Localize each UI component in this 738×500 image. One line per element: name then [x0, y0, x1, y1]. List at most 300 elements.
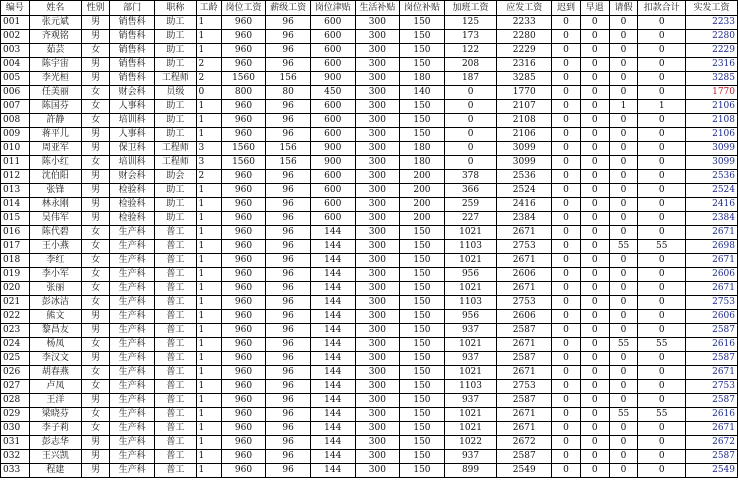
table-cell[interactable]: 0	[580, 324, 609, 338]
table-cell[interactable]: 2671	[497, 408, 552, 422]
table-cell[interactable]: 女	[82, 240, 110, 254]
table-cell[interactable]: 助会	[155, 170, 196, 184]
table-cell[interactable]: 0	[552, 282, 581, 296]
table-cell[interactable]: 144	[310, 366, 355, 380]
table-cell[interactable]: 0	[638, 128, 686, 142]
table-cell[interactable]: 0	[580, 436, 609, 450]
table-cell[interactable]: 029	[1, 408, 30, 422]
table-cell[interactable]: 0	[638, 142, 686, 156]
table-cell[interactable]: 2536	[685, 170, 737, 184]
table-cell[interactable]: 0	[580, 254, 609, 268]
table-cell[interactable]: 300	[355, 310, 400, 324]
table-cell[interactable]: 033	[1, 464, 30, 478]
table-cell[interactable]: 工程师	[155, 142, 196, 156]
table-cell[interactable]: 0	[638, 156, 686, 170]
table-cell[interactable]: 助工	[155, 16, 196, 30]
table-cell[interactable]: 300	[355, 212, 400, 226]
table-cell[interactable]: 女	[82, 156, 110, 170]
table-cell[interactable]: 2384	[497, 212, 552, 226]
table-cell[interactable]: 122	[444, 44, 497, 58]
table-cell[interactable]: 0	[552, 324, 581, 338]
table-cell[interactable]: 600	[310, 44, 355, 58]
table-cell[interactable]: 2606	[685, 268, 737, 282]
table-cell[interactable]: 180	[400, 142, 445, 156]
table-cell[interactable]: 144	[310, 450, 355, 464]
table-cell[interactable]: 600	[310, 100, 355, 114]
table-cell[interactable]: 015	[1, 212, 30, 226]
table-cell[interactable]: 150	[400, 366, 445, 380]
table-cell[interactable]: 0	[552, 422, 581, 436]
table-cell[interactable]: 150	[400, 58, 445, 72]
table-cell[interactable]: 300	[355, 198, 400, 212]
table-cell[interactable]: 助工	[155, 212, 196, 226]
table-cell[interactable]: 0	[552, 198, 581, 212]
table-cell[interactable]: 1	[196, 436, 221, 450]
table-cell[interactable]: 1	[196, 450, 221, 464]
table-cell[interactable]: 018	[1, 254, 30, 268]
table-cell[interactable]: 0	[609, 184, 638, 198]
table-cell[interactable]: 0	[580, 58, 609, 72]
table-cell[interactable]: 男	[82, 324, 110, 338]
table-cell[interactable]: 2316	[497, 58, 552, 72]
table-cell[interactable]: 1103	[444, 380, 497, 394]
table-cell[interactable]: 财会科	[110, 170, 155, 184]
table-cell[interactable]: 0	[580, 100, 609, 114]
table-cell[interactable]: 普工	[155, 310, 196, 324]
table-cell[interactable]: 2672	[497, 436, 552, 450]
table-cell[interactable]: 助工	[155, 44, 196, 58]
table-cell[interactable]: 010	[1, 142, 30, 156]
table-cell[interactable]: 300	[355, 142, 400, 156]
table-cell[interactable]: 2587	[685, 324, 737, 338]
table-cell[interactable]: 0	[552, 408, 581, 422]
table-cell[interactable]: 0	[552, 156, 581, 170]
table-cell[interactable]: 1	[196, 464, 221, 478]
table-cell[interactable]: 男	[82, 198, 110, 212]
table-cell[interactable]: 300	[355, 16, 400, 30]
table-cell[interactable]: 0	[552, 114, 581, 128]
table-cell[interactable]: 1103	[444, 296, 497, 310]
table-cell[interactable]: 2549	[685, 464, 737, 478]
table-cell[interactable]: 032	[1, 450, 30, 464]
table-cell[interactable]: 2106	[497, 128, 552, 142]
table-cell[interactable]: 150	[400, 464, 445, 478]
table-cell[interactable]: 0	[580, 184, 609, 198]
table-cell[interactable]: 0	[552, 352, 581, 366]
table-cell[interactable]: 180	[400, 72, 445, 86]
table-cell[interactable]: 2753	[497, 240, 552, 254]
table-cell[interactable]: 600	[310, 198, 355, 212]
table-cell[interactable]: 1	[196, 352, 221, 366]
table-cell[interactable]: 1021	[444, 254, 497, 268]
table-cell[interactable]: 2233	[685, 16, 737, 30]
table-cell[interactable]: 96	[266, 128, 311, 142]
table-cell[interactable]: 300	[355, 352, 400, 366]
table-cell[interactable]: 960	[221, 198, 266, 212]
table-cell[interactable]: 生产科	[110, 282, 155, 296]
table-cell[interactable]: 2587	[497, 352, 552, 366]
table-cell[interactable]: 300	[355, 436, 400, 450]
table-cell[interactable]: 女	[82, 44, 110, 58]
table-cell[interactable]: 1	[196, 282, 221, 296]
table-cell[interactable]: 0	[580, 86, 609, 100]
column-header[interactable]: 加班工资	[444, 1, 497, 16]
table-cell[interactable]: 960	[221, 128, 266, 142]
table-cell[interactable]: 960	[221, 212, 266, 226]
table-cell[interactable]: 任美丽	[29, 86, 81, 100]
table-cell[interactable]: 960	[221, 352, 266, 366]
table-cell[interactable]: 150	[400, 380, 445, 394]
table-cell[interactable]: 960	[221, 226, 266, 240]
table-cell[interactable]: 55	[609, 408, 638, 422]
table-cell[interactable]: 2107	[497, 100, 552, 114]
table-cell[interactable]: 0	[552, 366, 581, 380]
table-cell[interactable]: 保卫科	[110, 142, 155, 156]
table-cell[interactable]: 300	[355, 128, 400, 142]
table-cell[interactable]: 960	[221, 268, 266, 282]
table-cell[interactable]: 960	[221, 16, 266, 30]
table-cell[interactable]: 96	[266, 226, 311, 240]
table-cell[interactable]: 李红	[29, 254, 81, 268]
table-cell[interactable]: 女	[82, 296, 110, 310]
table-cell[interactable]: 男	[82, 394, 110, 408]
table-cell[interactable]: 生产科	[110, 366, 155, 380]
table-cell[interactable]: 0	[552, 128, 581, 142]
table-cell[interactable]: 019	[1, 268, 30, 282]
table-cell[interactable]: 0	[638, 324, 686, 338]
table-cell[interactable]: 生产科	[110, 338, 155, 352]
table-cell[interactable]: 0	[552, 338, 581, 352]
table-cell[interactable]: 生产科	[110, 464, 155, 478]
table-cell[interactable]: 生产科	[110, 450, 155, 464]
table-cell[interactable]: 胡春燕	[29, 366, 81, 380]
table-cell[interactable]: 彭志华	[29, 436, 81, 450]
table-cell[interactable]: 茹芸	[29, 44, 81, 58]
table-cell[interactable]: 男	[82, 30, 110, 44]
table-cell[interactable]: 600	[310, 16, 355, 30]
table-cell[interactable]: 0	[444, 156, 497, 170]
table-cell[interactable]: 227	[444, 212, 497, 226]
table-cell[interactable]: 0	[580, 380, 609, 394]
table-cell[interactable]: 150	[400, 310, 445, 324]
table-cell[interactable]: 600	[310, 114, 355, 128]
table-cell[interactable]: 1021	[444, 408, 497, 422]
table-cell[interactable]: 144	[310, 282, 355, 296]
table-cell[interactable]: 150	[400, 408, 445, 422]
table-cell[interactable]: 022	[1, 310, 30, 324]
table-cell[interactable]: 0	[552, 450, 581, 464]
table-cell[interactable]: 2671	[685, 366, 737, 380]
table-cell[interactable]: 1	[196, 380, 221, 394]
table-cell[interactable]: 培训科	[110, 114, 155, 128]
table-cell[interactable]: 2671	[685, 254, 737, 268]
table-cell[interactable]: 普工	[155, 268, 196, 282]
column-header[interactable]: 请假	[609, 1, 638, 16]
table-cell[interactable]: 陈宇宙	[29, 58, 81, 72]
table-cell[interactable]: 144	[310, 338, 355, 352]
table-cell[interactable]: 2549	[497, 464, 552, 478]
table-cell[interactable]: 002	[1, 30, 30, 44]
table-cell[interactable]: 1	[196, 128, 221, 142]
table-cell[interactable]: 0	[580, 408, 609, 422]
table-cell[interactable]: 2108	[497, 114, 552, 128]
table-cell[interactable]: 600	[310, 212, 355, 226]
column-header[interactable]: 薪级工资	[266, 1, 311, 16]
table-cell[interactable]: 300	[355, 282, 400, 296]
table-cell[interactable]: 0	[552, 142, 581, 156]
table-cell[interactable]: 销售科	[110, 58, 155, 72]
table-cell[interactable]: 检验科	[110, 198, 155, 212]
table-cell[interactable]: 017	[1, 240, 30, 254]
table-cell[interactable]: 144	[310, 408, 355, 422]
table-cell[interactable]: 0	[552, 296, 581, 310]
table-cell[interactable]: 助工	[155, 100, 196, 114]
table-cell[interactable]: 女	[82, 408, 110, 422]
table-cell[interactable]: 0	[444, 114, 497, 128]
table-cell[interactable]: 2	[196, 170, 221, 184]
table-cell[interactable]: 96	[266, 324, 311, 338]
column-header[interactable]: 部门	[110, 1, 155, 16]
table-cell[interactable]: 男	[82, 464, 110, 478]
table-cell[interactable]: 0	[552, 394, 581, 408]
table-cell[interactable]: 0	[609, 324, 638, 338]
table-cell[interactable]: 300	[355, 226, 400, 240]
table-cell[interactable]: 0	[609, 72, 638, 86]
table-cell[interactable]: 300	[355, 450, 400, 464]
table-cell[interactable]: 1	[638, 100, 686, 114]
table-cell[interactable]: 300	[355, 254, 400, 268]
table-cell[interactable]: 600	[310, 30, 355, 44]
table-cell[interactable]: 150	[400, 226, 445, 240]
table-cell[interactable]: 0	[609, 30, 638, 44]
table-cell[interactable]: 熊文	[29, 310, 81, 324]
table-cell[interactable]: 男	[82, 72, 110, 86]
table-cell[interactable]: 96	[266, 380, 311, 394]
table-cell[interactable]: 80	[266, 86, 311, 100]
table-cell[interactable]: 男	[82, 212, 110, 226]
table-cell[interactable]: 96	[266, 100, 311, 114]
table-cell[interactable]: 300	[355, 422, 400, 436]
table-cell[interactable]: 0	[580, 156, 609, 170]
table-cell[interactable]: 96	[266, 240, 311, 254]
column-header[interactable]: 职称	[155, 1, 196, 16]
table-cell[interactable]: 937	[444, 450, 497, 464]
table-cell[interactable]: 1	[196, 338, 221, 352]
table-cell[interactable]: 普工	[155, 338, 196, 352]
table-cell[interactable]: 梁晓芬	[29, 408, 81, 422]
table-cell[interactable]: 2108	[685, 114, 737, 128]
table-cell[interactable]: 55	[609, 338, 638, 352]
table-cell[interactable]: 300	[355, 380, 400, 394]
table-cell[interactable]: 144	[310, 380, 355, 394]
table-cell[interactable]: 55	[609, 240, 638, 254]
table-cell[interactable]: 0	[638, 310, 686, 324]
table-cell[interactable]: 李小军	[29, 268, 81, 282]
table-cell[interactable]: 96	[266, 44, 311, 58]
table-cell[interactable]: 2416	[685, 198, 737, 212]
table-cell[interactable]: 2	[196, 58, 221, 72]
table-cell[interactable]: 150	[400, 100, 445, 114]
table-cell[interactable]: 150	[400, 16, 445, 30]
table-cell[interactable]: 150	[400, 394, 445, 408]
table-cell[interactable]: 吴伟军	[29, 212, 81, 226]
table-cell[interactable]: 0	[552, 464, 581, 478]
table-cell[interactable]: 0	[638, 58, 686, 72]
table-cell[interactable]: 0	[580, 142, 609, 156]
table-cell[interactable]: 0	[638, 226, 686, 240]
table-cell[interactable]: 150	[400, 268, 445, 282]
table-cell[interactable]: 96	[266, 114, 311, 128]
table-cell[interactable]: 956	[444, 268, 497, 282]
table-cell[interactable]: 300	[355, 86, 400, 100]
table-cell[interactable]: 96	[266, 170, 311, 184]
table-cell[interactable]: 检验科	[110, 212, 155, 226]
table-cell[interactable]: 0	[552, 310, 581, 324]
table-cell[interactable]: 2280	[685, 30, 737, 44]
table-cell[interactable]: 3099	[685, 142, 737, 156]
table-cell[interactable]: 1103	[444, 240, 497, 254]
table-cell[interactable]: 0	[609, 422, 638, 436]
table-cell[interactable]: 0	[580, 30, 609, 44]
table-cell[interactable]: 0	[638, 44, 686, 58]
table-cell[interactable]: 300	[355, 366, 400, 380]
table-cell[interactable]: 96	[266, 352, 311, 366]
table-cell[interactable]: 96	[266, 282, 311, 296]
table-cell[interactable]: 1	[196, 408, 221, 422]
table-cell[interactable]: 普工	[155, 352, 196, 366]
table-cell[interactable]: 2524	[497, 184, 552, 198]
table-cell[interactable]: 男	[82, 16, 110, 30]
table-cell[interactable]: 0	[609, 114, 638, 128]
table-cell[interactable]: 55	[638, 338, 686, 352]
table-cell[interactable]: 工程师	[155, 72, 196, 86]
table-cell[interactable]: 0	[444, 142, 497, 156]
table-cell[interactable]: 200	[400, 184, 445, 198]
column-header[interactable]: 工龄	[196, 1, 221, 16]
table-cell[interactable]: 0	[609, 198, 638, 212]
table-cell[interactable]: 普工	[155, 380, 196, 394]
table-cell[interactable]: 女	[82, 380, 110, 394]
table-cell[interactable]: 男	[82, 450, 110, 464]
table-cell[interactable]: 普工	[155, 408, 196, 422]
table-cell[interactable]: 生产科	[110, 408, 155, 422]
table-cell[interactable]: 144	[310, 324, 355, 338]
table-cell[interactable]: 张元斌	[29, 16, 81, 30]
table-cell[interactable]: 許静	[29, 114, 81, 128]
table-cell[interactable]: 96	[266, 422, 311, 436]
table-cell[interactable]: 259	[444, 198, 497, 212]
table-cell[interactable]: 600	[310, 184, 355, 198]
table-cell[interactable]: 2671	[685, 282, 737, 296]
table-cell[interactable]: 普工	[155, 450, 196, 464]
table-cell[interactable]: 3	[196, 142, 221, 156]
table-cell[interactable]: 男	[82, 170, 110, 184]
table-cell[interactable]: 程建	[29, 464, 81, 478]
table-cell[interactable]: 150	[400, 254, 445, 268]
table-cell[interactable]: 450	[310, 86, 355, 100]
table-cell[interactable]: 0	[552, 268, 581, 282]
table-cell[interactable]: 0	[609, 464, 638, 478]
table-cell[interactable]: 2587	[685, 352, 737, 366]
table-cell[interactable]: 0	[638, 212, 686, 226]
table-cell[interactable]: 150	[400, 114, 445, 128]
table-cell[interactable]: 1	[196, 44, 221, 58]
table-cell[interactable]: 1	[196, 100, 221, 114]
table-cell[interactable]: 陈小红	[29, 156, 81, 170]
table-cell[interactable]: 96	[266, 16, 311, 30]
table-cell[interactable]: 员级	[155, 86, 196, 100]
table-cell[interactable]: 检验科	[110, 184, 155, 198]
table-cell[interactable]: 144	[310, 310, 355, 324]
table-cell[interactable]: 144	[310, 464, 355, 478]
table-cell[interactable]: 2106	[685, 100, 737, 114]
table-cell[interactable]: 财会科	[110, 86, 155, 100]
table-cell[interactable]: 0	[552, 58, 581, 72]
table-cell[interactable]: 0	[580, 338, 609, 352]
table-cell[interactable]: 2753	[497, 380, 552, 394]
table-cell[interactable]: 3285	[685, 72, 737, 86]
table-cell[interactable]: 助工	[155, 58, 196, 72]
table-cell[interactable]: 女	[82, 100, 110, 114]
table-cell[interactable]: 杨凤	[29, 338, 81, 352]
table-cell[interactable]: 0	[638, 114, 686, 128]
table-cell[interactable]: 300	[355, 296, 400, 310]
table-cell[interactable]: 陈代碧	[29, 226, 81, 240]
table-cell[interactable]: 55	[638, 408, 686, 422]
table-cell[interactable]: 2416	[497, 198, 552, 212]
table-cell[interactable]: 1770	[497, 86, 552, 100]
table-cell[interactable]: 2536	[497, 170, 552, 184]
table-cell[interactable]: 0	[638, 268, 686, 282]
table-cell[interactable]: 2106	[685, 128, 737, 142]
table-cell[interactable]: 销售科	[110, 44, 155, 58]
table-cell[interactable]: 156	[266, 142, 311, 156]
table-cell[interactable]: 156	[266, 72, 311, 86]
table-cell[interactable]: 2616	[685, 338, 737, 352]
table-cell[interactable]: 96	[266, 366, 311, 380]
table-cell[interactable]: 300	[355, 170, 400, 184]
table-cell[interactable]: 0	[552, 44, 581, 58]
column-header[interactable]: 迟到	[552, 1, 581, 16]
table-cell[interactable]: 0	[609, 254, 638, 268]
table-cell[interactable]: 生产科	[110, 240, 155, 254]
table-cell[interactable]: 0	[609, 268, 638, 282]
table-cell[interactable]: 0	[580, 422, 609, 436]
table-cell[interactable]: 生产科	[110, 394, 155, 408]
table-cell[interactable]: 人事科	[110, 100, 155, 114]
table-cell[interactable]: 彭冰洁	[29, 296, 81, 310]
table-cell[interactable]: 016	[1, 226, 30, 240]
table-cell[interactable]: 0	[196, 86, 221, 100]
table-cell[interactable]: 2671	[685, 422, 737, 436]
table-cell[interactable]: 960	[221, 44, 266, 58]
table-cell[interactable]: 0	[609, 58, 638, 72]
table-cell[interactable]: 0	[580, 352, 609, 366]
table-cell[interactable]: 300	[355, 30, 400, 44]
table-cell[interactable]: 2606	[497, 268, 552, 282]
table-cell[interactable]: 蒋平儿	[29, 128, 81, 142]
table-cell[interactable]: 0	[580, 212, 609, 226]
table-cell[interactable]: 0	[609, 366, 638, 380]
table-cell[interactable]: 3099	[497, 156, 552, 170]
table-cell[interactable]: 0	[609, 296, 638, 310]
table-cell[interactable]: 960	[221, 324, 266, 338]
table-cell[interactable]: 208	[444, 58, 497, 72]
table-cell[interactable]: 女	[82, 226, 110, 240]
table-cell[interactable]: 300	[355, 408, 400, 422]
table-cell[interactable]: 960	[221, 450, 266, 464]
table-cell[interactable]: 96	[266, 58, 311, 72]
